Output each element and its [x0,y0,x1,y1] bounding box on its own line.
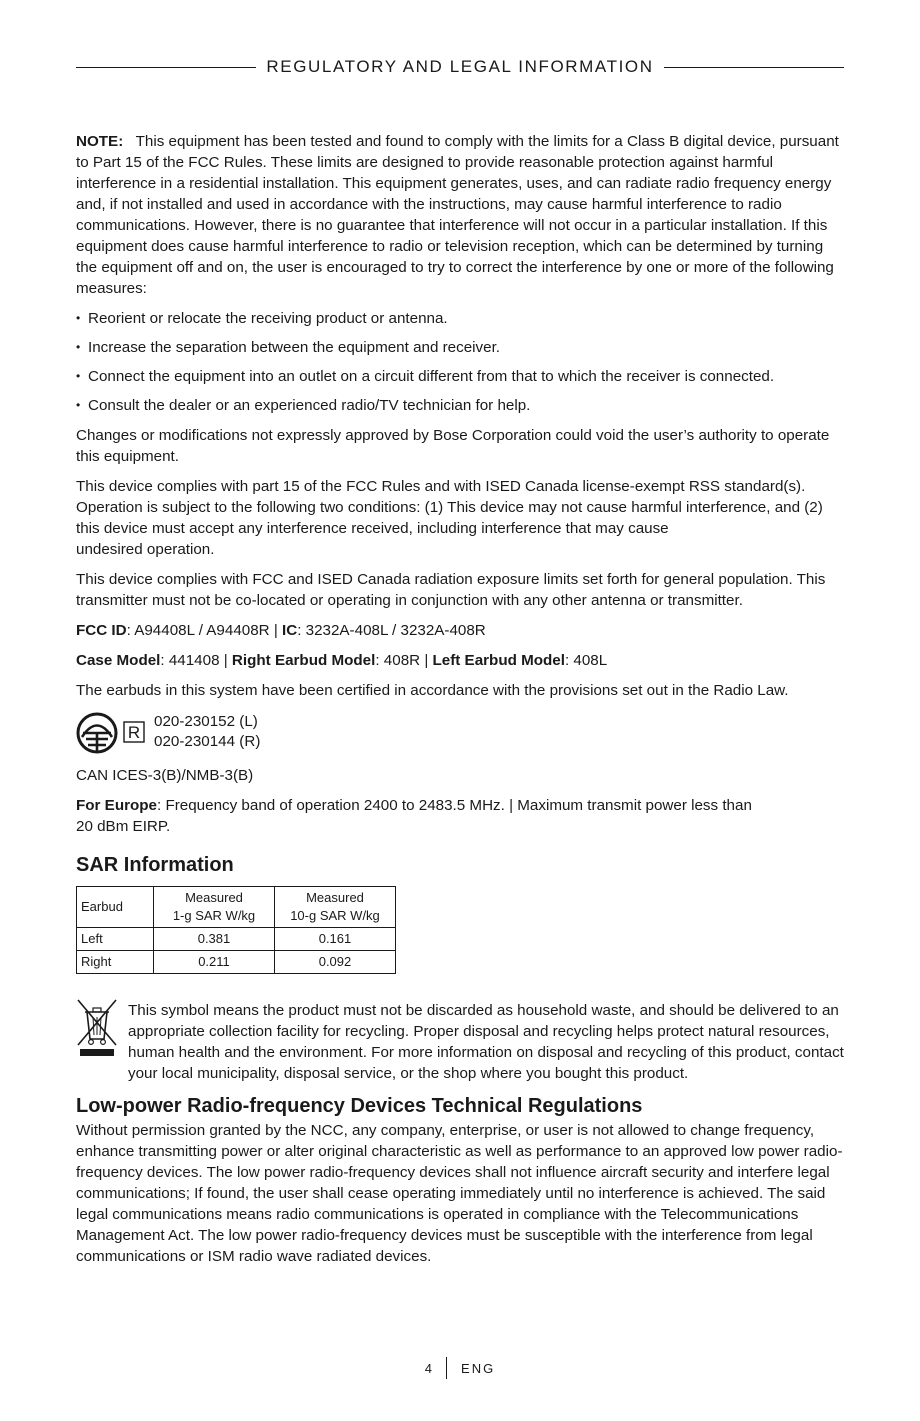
left-earbud-model-label: Left Earbud Model [432,652,565,669]
part15-text: This device complies with part 15 of the FCC Rules and with ISED Canada license-exempt RSS standard(s). Operation is subject to the following two conditions: (1) This device may not cause harmful interference, and (2) this device must accept any interference received, including interference that may cause [76,478,823,537]
crossed-out-bin-icon [76,997,118,1059]
changes-paragraph: Changes or modifications not expressly approved by Bose Corporation could void the user’s authority to operate this equipment. [76,427,830,465]
weee-notice [76,1000,848,1084]
europe-text-end: 20 dBm EIRP. [76,818,171,835]
page-number: 4 [424,1360,435,1376]
ic-label: IC [282,622,298,639]
note-paragraph [76,131,848,299]
sar-table [76,886,396,974]
page-footer [0,1356,920,1380]
table-cell: 0.092 [275,951,396,974]
table-cell: Right [77,951,154,974]
low-power-paragraph: Without permission granted by the NCC, any company, enterprise, or user is not allowed to change frequency, enhance transmitting power or alter original characteristic as well as performance to an approved low power radio-frequency devices. The low power radio-frequency devices shall not influence aircraft security and interfere legal communications; If found, the user shall cease operating immediately until no interference is achieved. The said legal communications means radio communications is operated in compliance with the Telecommunications Management Act. The low power radio-frequency devices must be susceptible with the interference from legal communications or ISM radio wave radiated devices. [76,1122,843,1265]
left-earbud-model-value: : 408L [564,652,608,669]
radio-law-paragraph: The earbuds in this system have been certified in accordance with the provisions set out in the Radio Law. [76,682,789,699]
part15-paragraph [76,476,848,560]
fcc-id-label: FCC ID [76,622,127,639]
table-cell: Left [77,928,154,951]
col-header-10g: Measured 10-g SAR W/kg [275,887,396,928]
table-cell: 0.211 [154,951,275,974]
list-item: • Consult the dealer or an experienced radio/TV technician for help. [76,395,848,416]
list-item: • Connect the equipment into an outlet on a circuit different from that to which the receiver is connected. [76,366,848,387]
case-model-label: Case Model [76,652,161,669]
page-title: REGULATORY AND LEGAL INFORMATION [266,57,654,76]
fcc-id-value: : A94408L / A94408R | [126,622,283,639]
europe-text: : Frequency band of operation 2400 to 2483.5 MHz. | Maximum transmit power less than [157,797,752,814]
note-label: NOTE: [76,133,124,150]
right-earbud-model-value: : 408R | [375,652,433,669]
part15-text-end: undesired operation. [76,541,215,558]
cert-mark-letter: R [127,723,141,742]
exposure-paragraph: This device complies with FCC and ISED Canada radiation exposure limits set forth for general population. This transmitter must not be co-located or operating in conjunction with any other antenna or transmitter. [76,571,826,609]
cert-number-left: 020-230152 (L) [154,713,258,730]
header-rule-right [664,67,844,68]
list-item: • Increase the separation between the equipment and receiver. [76,337,848,358]
col-header-earbud: Earbud [77,887,154,928]
header-rule-left [76,67,256,68]
europe-paragraph [76,795,848,837]
note-text: This equipment has been tested and found to comply with the limits for a Class B digital device, pursuant to Part 15 of the FCC Rules. These limits are designed to provide reasonable protection against harmful interference in a residential installation. This equipment generates, uses, and can radiate radio frequency energy and, if not installed and used in accordance with the instructions, may cause harmful interference to radio communications. However, there is no guarantee that interference will not occur in a particular installation. If this equipment does cause harmful interference to radio or television reception, which can be determined by turning the equipment off and on, the user is encouraged to try to correct the interference by one or more of the following measures: [76,133,839,297]
certification-numbers [154,710,260,752]
low-power-heading: Low-power Radio-frequency Devices Technical Regulations [76,1095,643,1117]
document-body [76,131,848,1276]
japan-certification [76,710,848,756]
model-numbers [76,650,848,671]
ices-statement: CAN ICES-3(B)/NMB-3(B) [76,767,254,784]
table-row [77,928,396,951]
table-cell: 0.381 [154,928,275,951]
page-header [76,54,844,80]
sar-heading: SAR Information [76,854,234,876]
case-model-value: : 441408 | [160,652,232,669]
footer-divider [446,1357,447,1379]
language-code: ENG [461,1360,496,1376]
table-row [77,951,396,974]
table-cell: 0.161 [275,928,396,951]
col-header-1g: Measured 1-g SAR W/kg [154,887,275,928]
weee-text: This symbol means the product must not be discarded as household waste, and should be delivered to an appropriate collection facility for recycling. Proper disposal and recycling helps protect natural resources, human health and the environment. For more information on disposal and recycling of this product, contact your local municipality, disposal service, or the shop where you bought this product. [128,1002,844,1082]
giteki-mark-icon [76,710,148,756]
cert-number-right: 020-230144 (R) [154,733,261,750]
list-item: • Reorient or relocate the receiving product or antenna. [76,308,848,329]
right-earbud-model-label: Right Earbud Model [231,652,376,669]
fcc-ic-ids [76,620,848,641]
measures-list [76,308,848,416]
europe-label: For Europe [76,797,158,814]
table-header-row [77,887,396,928]
ic-value: : 3232A-408L / 3232A-408R [297,622,486,639]
